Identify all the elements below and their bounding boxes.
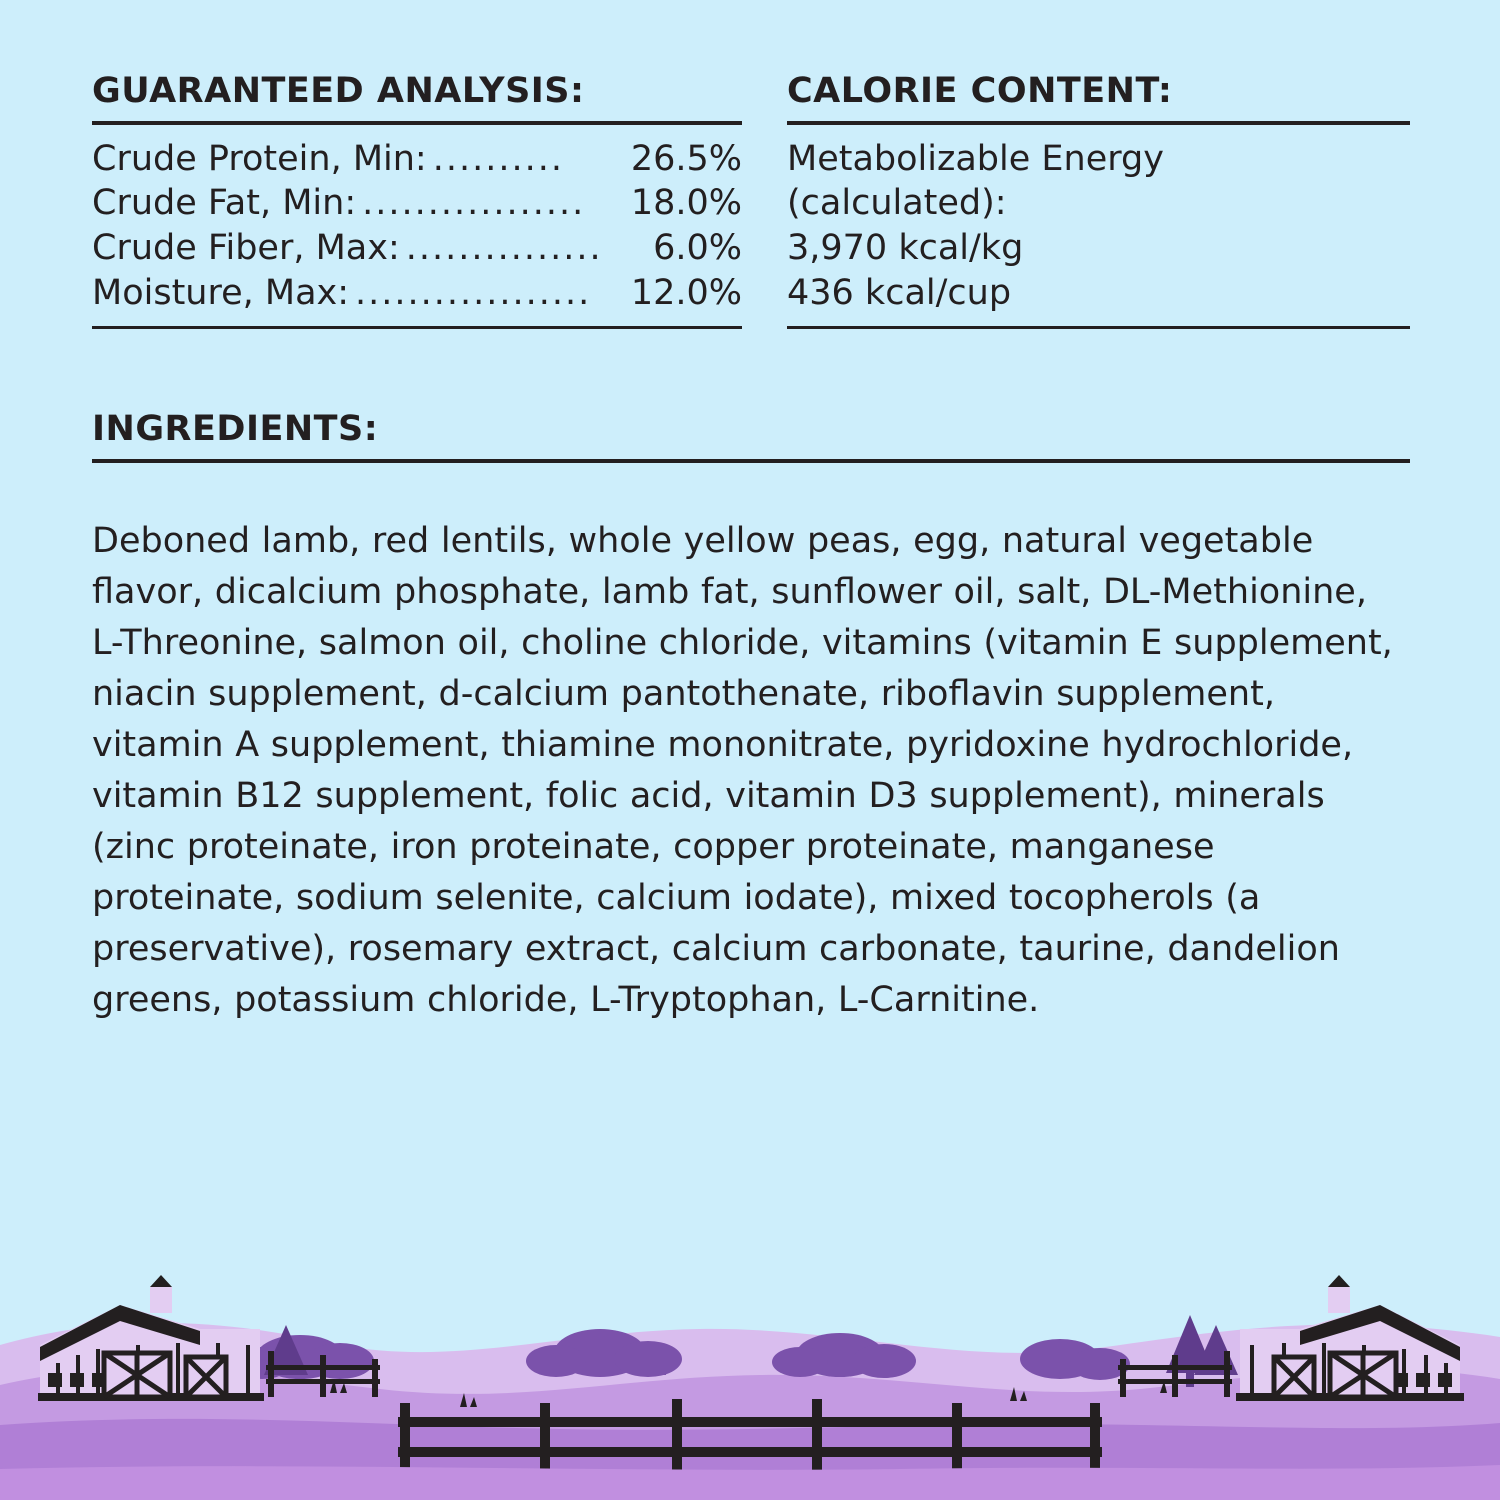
guaranteed-analysis-list bbox=[92, 125, 742, 326]
divider-bottom-right bbox=[787, 326, 1410, 329]
table-row bbox=[92, 137, 742, 182]
calorie-content-body bbox=[787, 125, 1410, 326]
table-row bbox=[92, 271, 742, 316]
nutrient-value: 6.0% bbox=[653, 228, 742, 269]
barn-right bbox=[1236, 1275, 1464, 1401]
guaranteed-analysis-title: GUARANTEED ANALYSIS: bbox=[92, 71, 585, 111]
foreground-ground bbox=[0, 1465, 1500, 1500]
divider-bottom-left bbox=[92, 326, 742, 329]
nutrient-value: 12.0% bbox=[630, 272, 742, 313]
nutrient-label: Crude Fiber, Max: bbox=[92, 228, 400, 269]
farm-landscape-illustration bbox=[0, 1225, 1500, 1500]
nutrient-label: Crude Protein, Min: bbox=[92, 138, 427, 179]
calorie-content-section bbox=[787, 72, 1410, 329]
table-row bbox=[92, 181, 742, 226]
ingredients-title: INGREDIENTS: bbox=[92, 409, 379, 449]
calorie-line: 436 kcal/cup bbox=[787, 272, 1012, 313]
leader-dots: ................. bbox=[362, 183, 586, 224]
nutrient-label: Crude Fat, Min: bbox=[92, 183, 357, 224]
nutrient-label: Moisture, Max: bbox=[92, 272, 350, 313]
calorie-line: 3,970 kcal/kg bbox=[787, 228, 1024, 269]
ingredients-text: Deboned lamb, red lentils, whole yellow peas, egg, natural vegetable flavor, dicalcium phosphate, lamb fat, sunflower oil, salt, DL-Methionine, L-Threonine, salmon oil, choline chloride, vitamins (vitamin E supplement, niacin supplement, d-calcium pantothenate, riboflavin supplement, vitamin A supplement, thiamine mononitrate, pyridoxine hydrochloride, vitamin B12 supplement, folic acid, vitamin D3 supplement), minerals (zinc proteinate, iron proteinate, copper proteinate, manganese proteinate, sodium selenite, calcium iodate), mixed tocopherols (a preservative), rosemary extract, calcium carbonate, taurine, dandelion greens, potassium chloride, L-Tryptophan, L-Carnitine. bbox=[92, 520, 1393, 1021]
ingredients-section bbox=[92, 410, 1410, 1061]
table-row bbox=[92, 226, 742, 271]
nutrient-value: 26.5% bbox=[630, 138, 742, 179]
divider-ingredients bbox=[92, 459, 1410, 463]
barn-left-windows bbox=[48, 1373, 106, 1387]
leader-dots: .................. bbox=[355, 272, 592, 313]
calorie-line: (calculated): bbox=[787, 183, 1007, 224]
calorie-line: Metabolizable Energy bbox=[787, 138, 1164, 179]
guaranteed-analysis-section bbox=[92, 72, 742, 329]
leader-dots: .......... bbox=[432, 138, 564, 179]
calorie-content-title: CALORIE CONTENT: bbox=[787, 71, 1173, 111]
nutrient-value: 18.0% bbox=[630, 183, 742, 224]
barn-right-windows bbox=[1394, 1373, 1452, 1387]
leader-dots: ............... bbox=[405, 228, 603, 269]
barn-left bbox=[38, 1275, 264, 1401]
top-info-block bbox=[92, 72, 1410, 329]
